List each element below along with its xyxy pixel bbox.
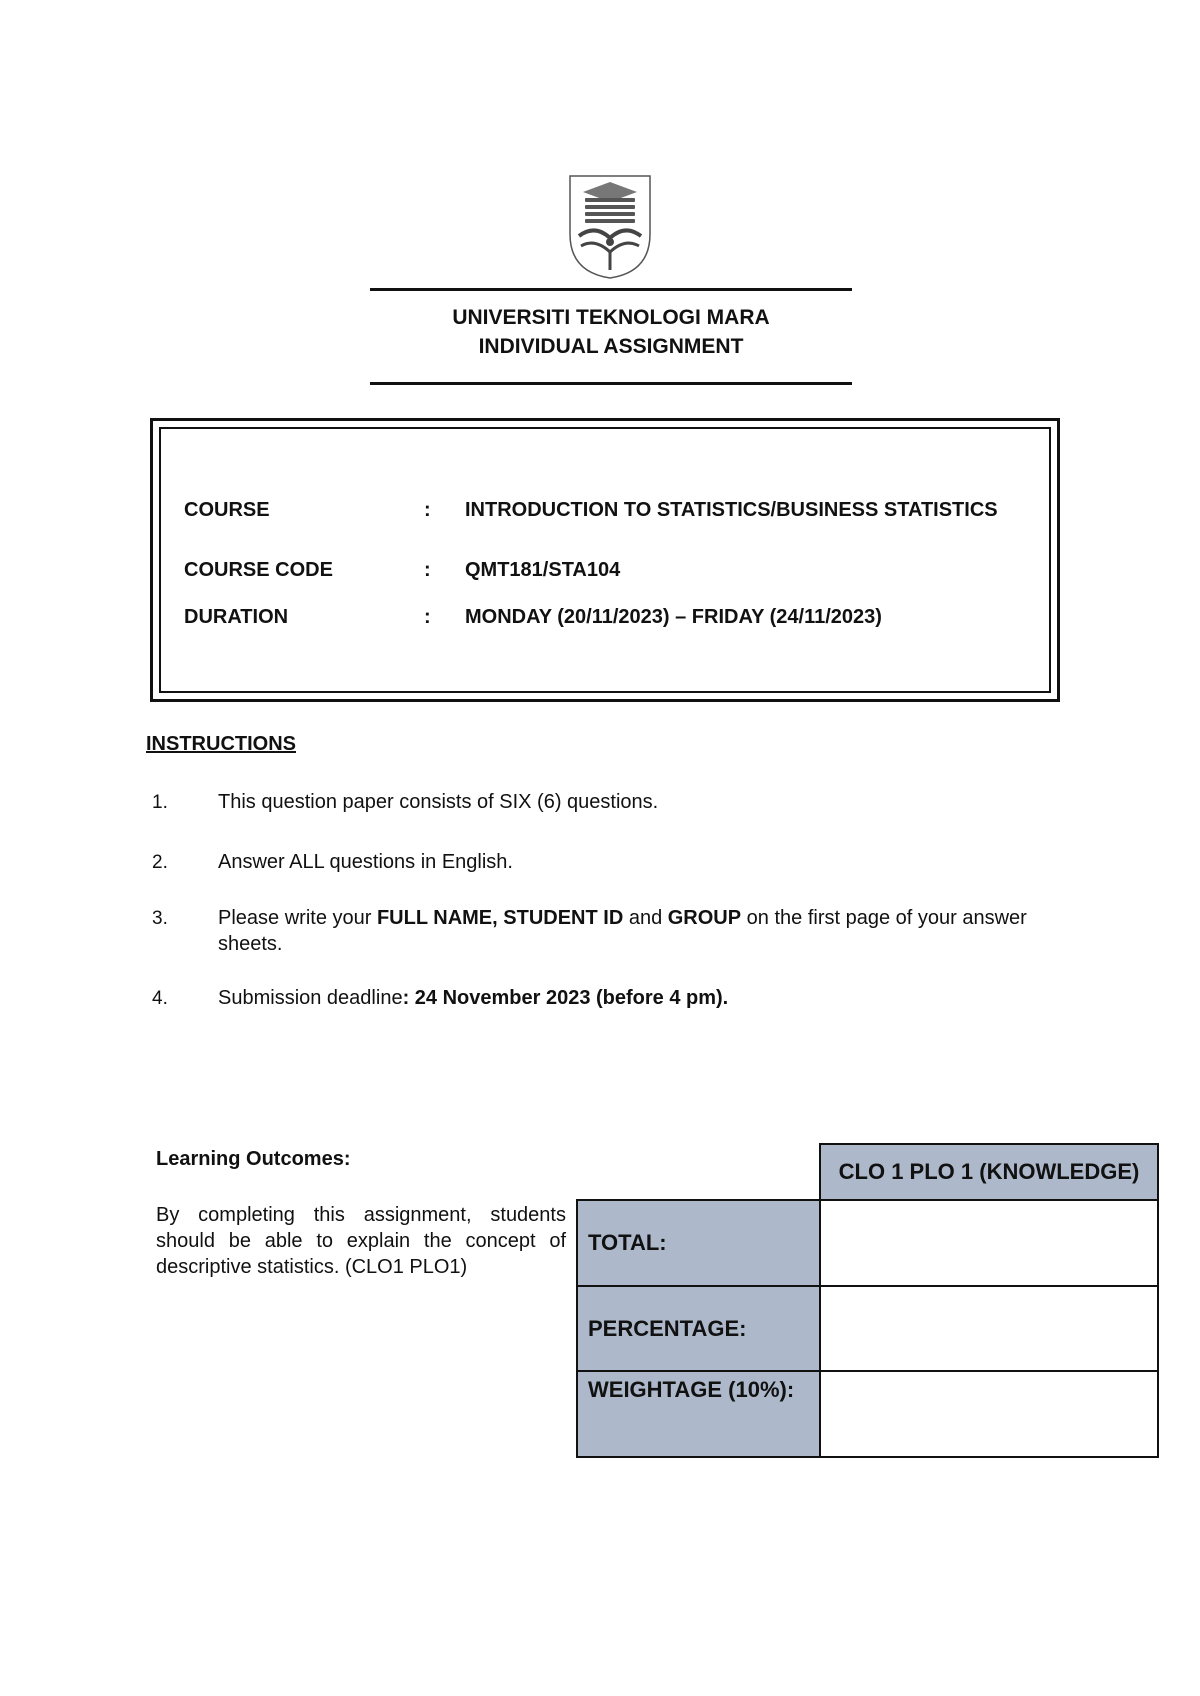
- course-value: INTRODUCTION TO STATISTICS/BUSINESS STATISTICS: [465, 499, 998, 521]
- instruction-3-bold-b: GROUP: [667, 907, 742, 929]
- score-table-header: CLO 1 PLO 1 (KNOWLEDGE): [820, 1144, 1158, 1200]
- instruction-1-text: This question paper consists of SIX (6) questions.: [218, 791, 659, 813]
- instructions-title: INSTRUCTIONS: [146, 733, 296, 755]
- university-name: UNIVERSITI TEKNOLOGI MARA: [452, 306, 770, 329]
- percentage-label: PERCENTAGE:: [577, 1286, 820, 1371]
- duration-value: MONDAY (20/11/2023) – FRIDAY (24/11/2023): [465, 606, 882, 628]
- header-top-rule: [370, 288, 852, 291]
- score-table: [576, 1143, 1159, 1458]
- course-colon: :: [424, 499, 431, 521]
- university-crest-icon: [565, 172, 655, 282]
- instruction-4-part-a: Submission deadline: [218, 987, 403, 1009]
- total-value-cell[interactable]: [820, 1200, 1158, 1286]
- instruction-3-number: 3.: [152, 908, 168, 929]
- instruction-4-bold-a: : 24 November 2023 (before 4 pm).: [402, 987, 729, 1009]
- duration-colon: :: [424, 606, 431, 628]
- instruction-1-number: 1.: [152, 792, 168, 813]
- header-bottom-rule: [370, 382, 852, 385]
- percentage-value-cell[interactable]: [820, 1286, 1158, 1371]
- instruction-2-number: 2.: [152, 852, 168, 873]
- course-code-value: QMT181/STA104: [465, 559, 621, 581]
- duration-label: DURATION: [184, 606, 289, 628]
- instruction-3-part-b: and: [623, 907, 668, 929]
- instruction-2-text: Answer ALL questions in English.: [218, 851, 513, 873]
- total-label: TOTAL:: [577, 1200, 820, 1286]
- learning-outcomes-text: By completing this assignment, students should be able to explain the concept of descriptive statistics. (CLO1 PLO1): [156, 1204, 566, 1278]
- instruction-4-number: 4.: [152, 988, 168, 1009]
- course-code-label: COURSE CODE: [184, 559, 333, 581]
- course-label: COURSE: [184, 499, 270, 521]
- instruction-3-bold-a: FULL NAME, STUDENT ID: [376, 907, 624, 929]
- assignment-type: INDIVIDUAL ASSIGNMENT: [478, 335, 744, 358]
- instruction-3-text: [218, 905, 1058, 957]
- learning-outcomes-title: Learning Outcomes:: [156, 1148, 351, 1170]
- score-table-corner: [577, 1144, 820, 1200]
- course-code-colon: :: [424, 559, 431, 581]
- instruction-4-text: [218, 985, 1058, 1011]
- instruction-3-part-c: on the first page of your answer sheets.: [218, 907, 1027, 955]
- weightage-value-cell[interactable]: [820, 1371, 1158, 1457]
- instruction-3-part-a: Please write your: [218, 907, 377, 929]
- weightage-label: WEIGHTAGE (10%):: [577, 1371, 820, 1457]
